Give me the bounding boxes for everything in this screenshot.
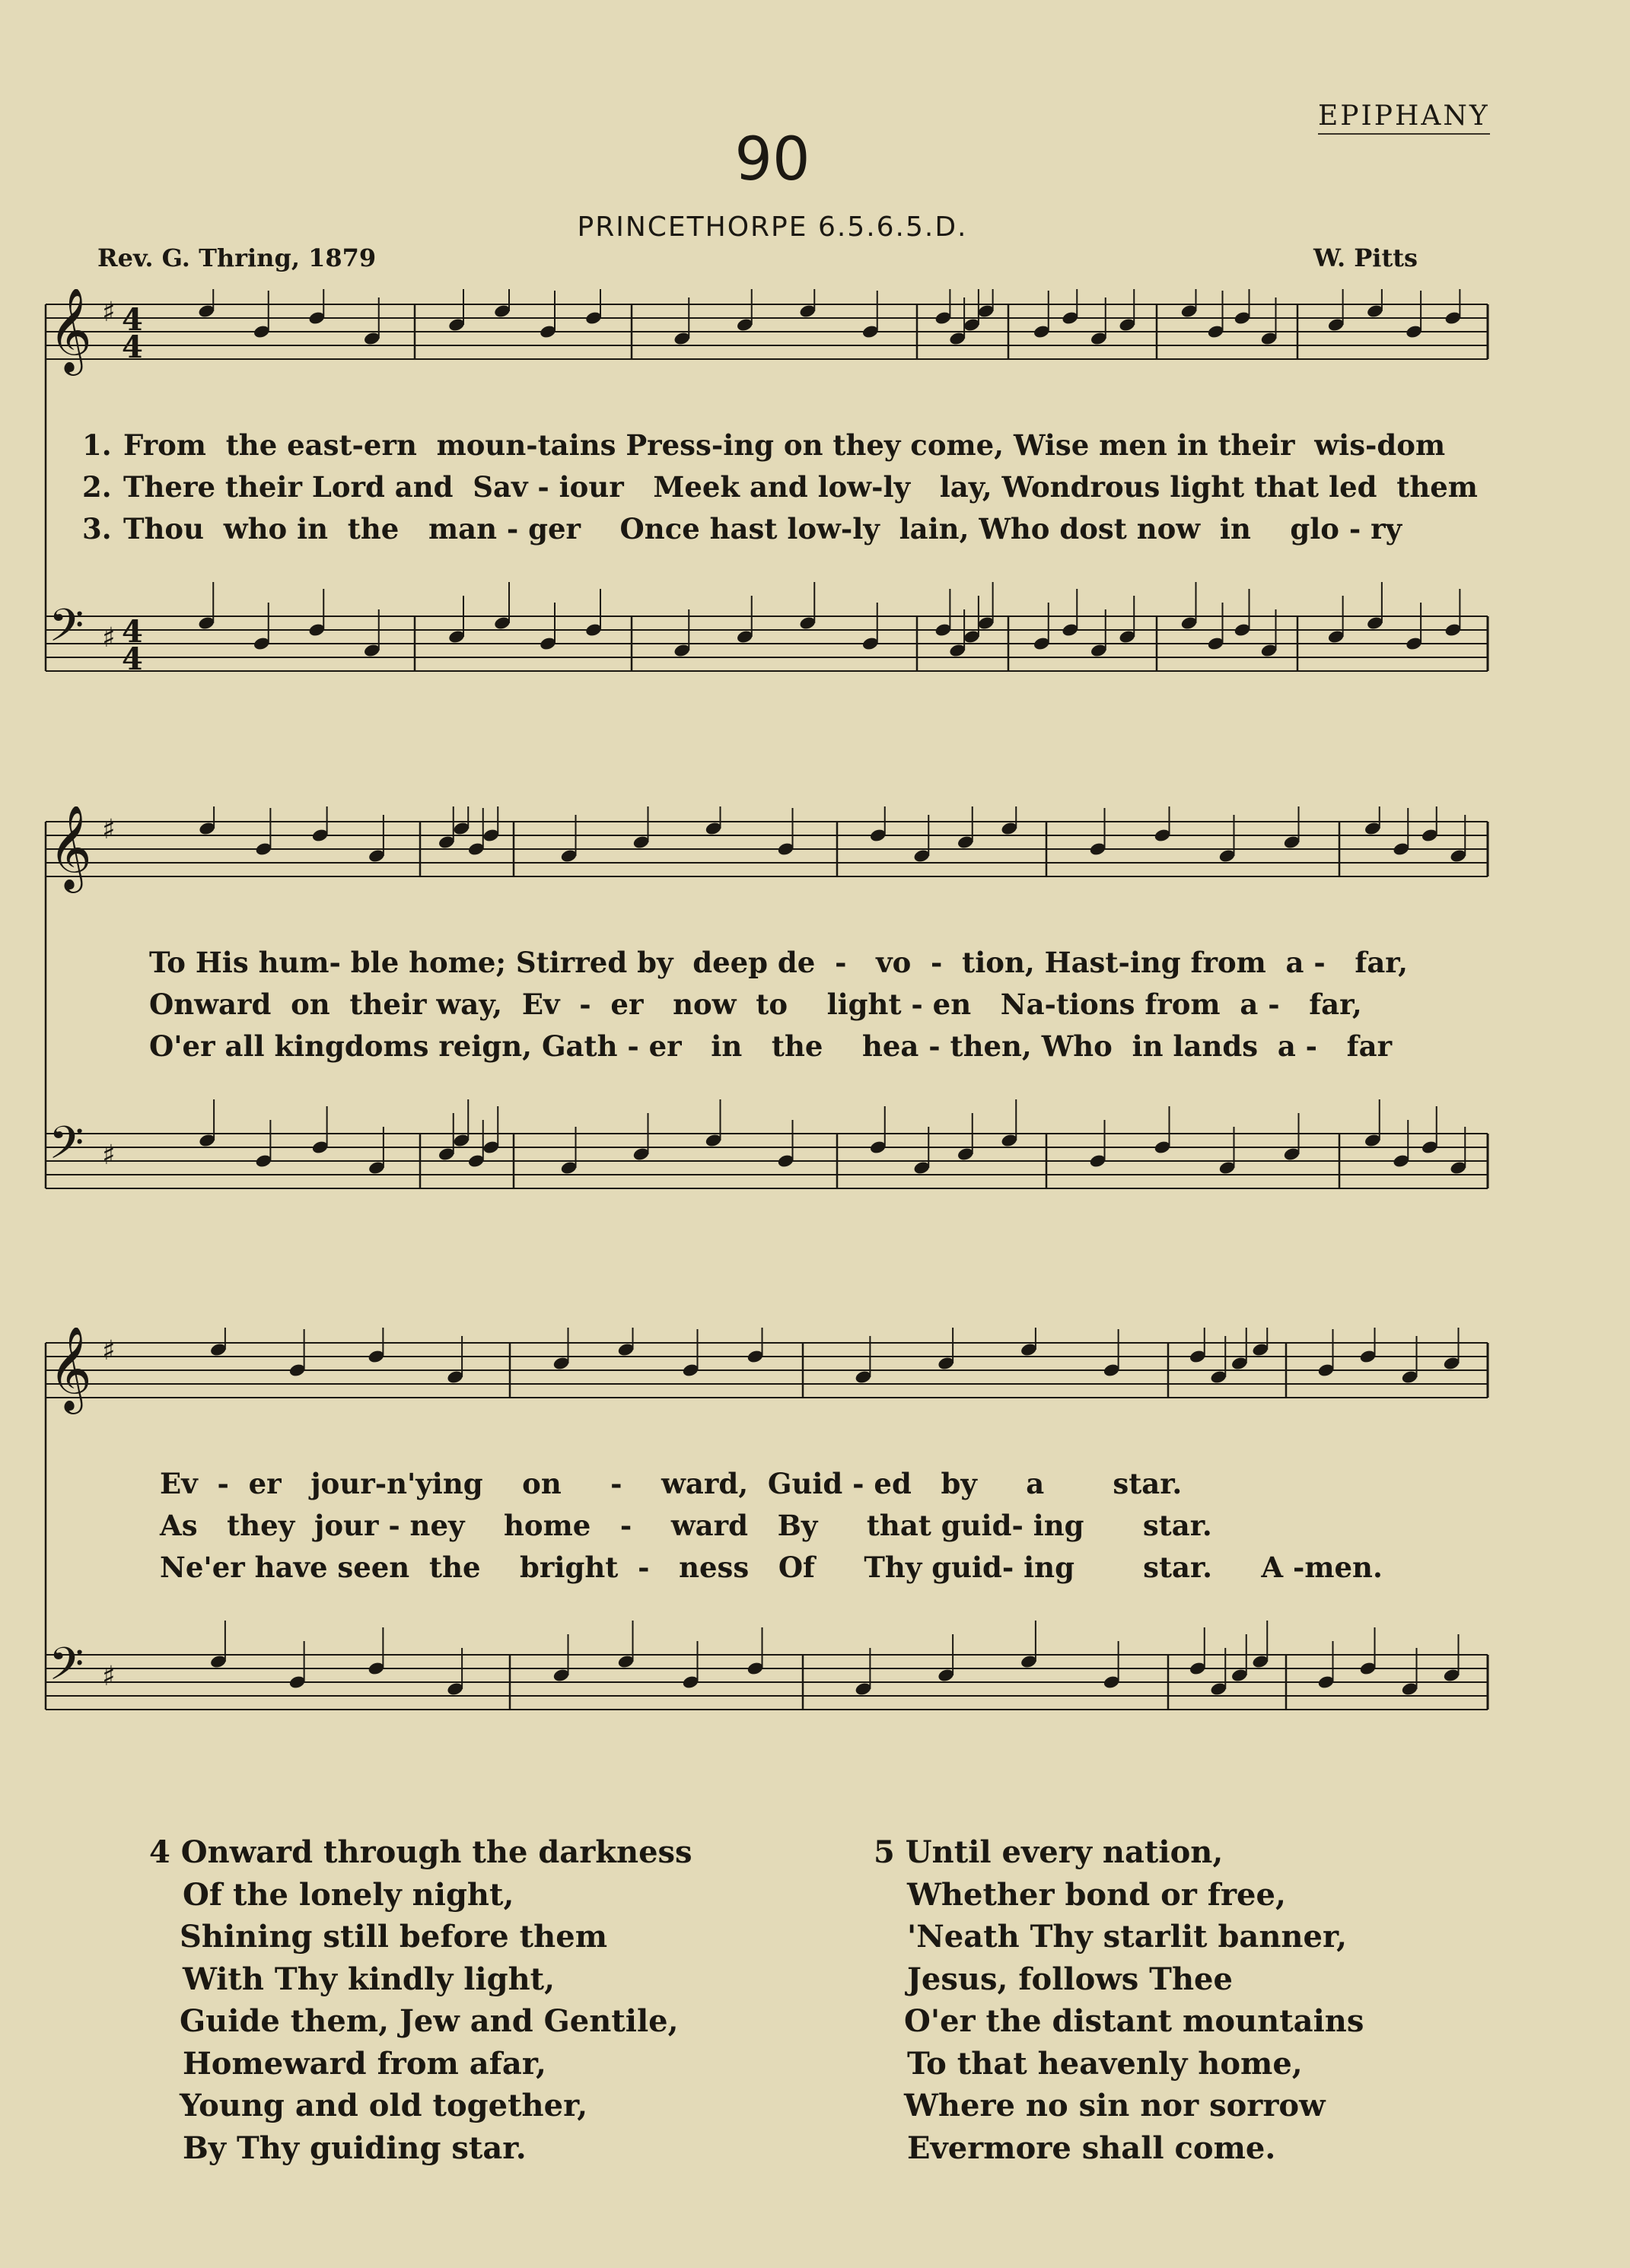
time-signature: 4 xyxy=(122,329,143,365)
bass-clef: 𝄢 xyxy=(49,1116,84,1180)
composer-credit: W. Pitts xyxy=(1313,243,1418,272)
tune-name: PRINCETHORPE 6.5.6.5.D. xyxy=(577,212,968,243)
sharp-sign: ♯ xyxy=(102,1140,116,1171)
stanza-line: 'Neath Thy starlit banner, xyxy=(907,1919,1348,1955)
author-credit: Rev. G. Thring, 1879 xyxy=(97,243,377,272)
treble-clef: 𝄞 xyxy=(49,806,92,889)
stanza-line: Whether bond or free, xyxy=(907,1876,1286,1913)
sharp-sign: ♯ xyxy=(102,1335,116,1366)
treble-clef: 𝄞 xyxy=(49,289,92,372)
lyric-line: From the east-ern moun-tains Press-ing on they come, Wise men in their wis-dom xyxy=(123,428,1446,462)
lyric-line: O'er all kingdoms reign, Gath - er in the hea - then, Who in lands a - far xyxy=(149,1029,1393,1063)
stanza-line: Young and old together, xyxy=(180,2088,588,2123)
stanza-line: O'er the distant mountains xyxy=(904,2003,1364,2039)
music-system-2 xyxy=(0,806,1630,1263)
sharp-sign: ♯ xyxy=(102,814,116,845)
time-signature: 4 xyxy=(122,641,143,677)
sharp-sign: ♯ xyxy=(102,1661,116,1692)
stanza-line: Homeward from afar, xyxy=(183,2045,546,2082)
treble-clef: 𝄞 xyxy=(49,1328,92,1411)
stanza-line: Until every nation, xyxy=(905,1834,1224,1870)
stanza-line: Evermore shall come. xyxy=(907,2130,1276,2166)
time-signature: 4 xyxy=(122,302,143,338)
stanza-4 xyxy=(149,1831,692,2169)
bass-clef: 𝄢 xyxy=(49,1637,84,1701)
lyric-line: To His hum- ble home; Stirred by deep de - vo - tion, Hast-ing from a - far, xyxy=(149,946,1408,979)
lyric-line: Onward on their way, Ev - er now to light - en Na-tions from a - far, xyxy=(149,988,1362,1021)
stanza-number: 5 xyxy=(874,1834,895,1870)
music-system-3 xyxy=(0,1328,1630,1784)
stanza-line: Shining still before them xyxy=(180,1919,608,1955)
stanza-line: Where no sin nor sorrow xyxy=(904,2088,1326,2123)
stanza-line: Onward through the darkness xyxy=(180,1834,692,1870)
section-label: EPIPHANY xyxy=(1318,100,1490,135)
stanza-line: Jesus, follows Thee xyxy=(907,1961,1233,1997)
stanza-line: With Thy kindly light, xyxy=(183,1961,556,1997)
stanza-line: To that heavenly home, xyxy=(907,2045,1303,2082)
verse-number: 1. xyxy=(82,428,112,462)
stanza-line: Of the lonely night, xyxy=(183,1876,514,1913)
stanza-line: Guide them, Jew and Gentile, xyxy=(180,2003,679,2039)
sharp-sign: ♯ xyxy=(102,622,116,654)
lyric-line: Ne'er have seen the bright - ness Of Thy guid- ing star. A -men. xyxy=(160,1551,1383,1584)
lyric-line: Ev - er jour-n'ying on - ward, Guid - ed by a star. xyxy=(160,1467,1183,1500)
bass-clef: 𝄢 xyxy=(49,599,84,663)
stanza-line: By Thy guiding star. xyxy=(183,2130,527,2166)
lyric-line: There their Lord and Sav - iour Meek and low-ly lay, Wondrous light that led them xyxy=(123,470,1478,504)
lyric-line: As they jour - ney home - ward By that guid- ing star. xyxy=(160,1509,1212,1542)
time-signature: 4 xyxy=(122,614,143,650)
music-system-1 xyxy=(0,289,1630,746)
verse-number: 3. xyxy=(82,512,112,546)
verse-number: 2. xyxy=(82,470,112,504)
sharp-sign: ♯ xyxy=(102,297,116,328)
stanza-5 xyxy=(874,1831,1364,2169)
lyric-line: Thou who in the man - ger Once hast low-ly lain, Who dost now in glo - ry xyxy=(123,512,1402,546)
hymn-number: 90 xyxy=(734,126,810,194)
stanza-number: 4 xyxy=(149,1834,170,1870)
